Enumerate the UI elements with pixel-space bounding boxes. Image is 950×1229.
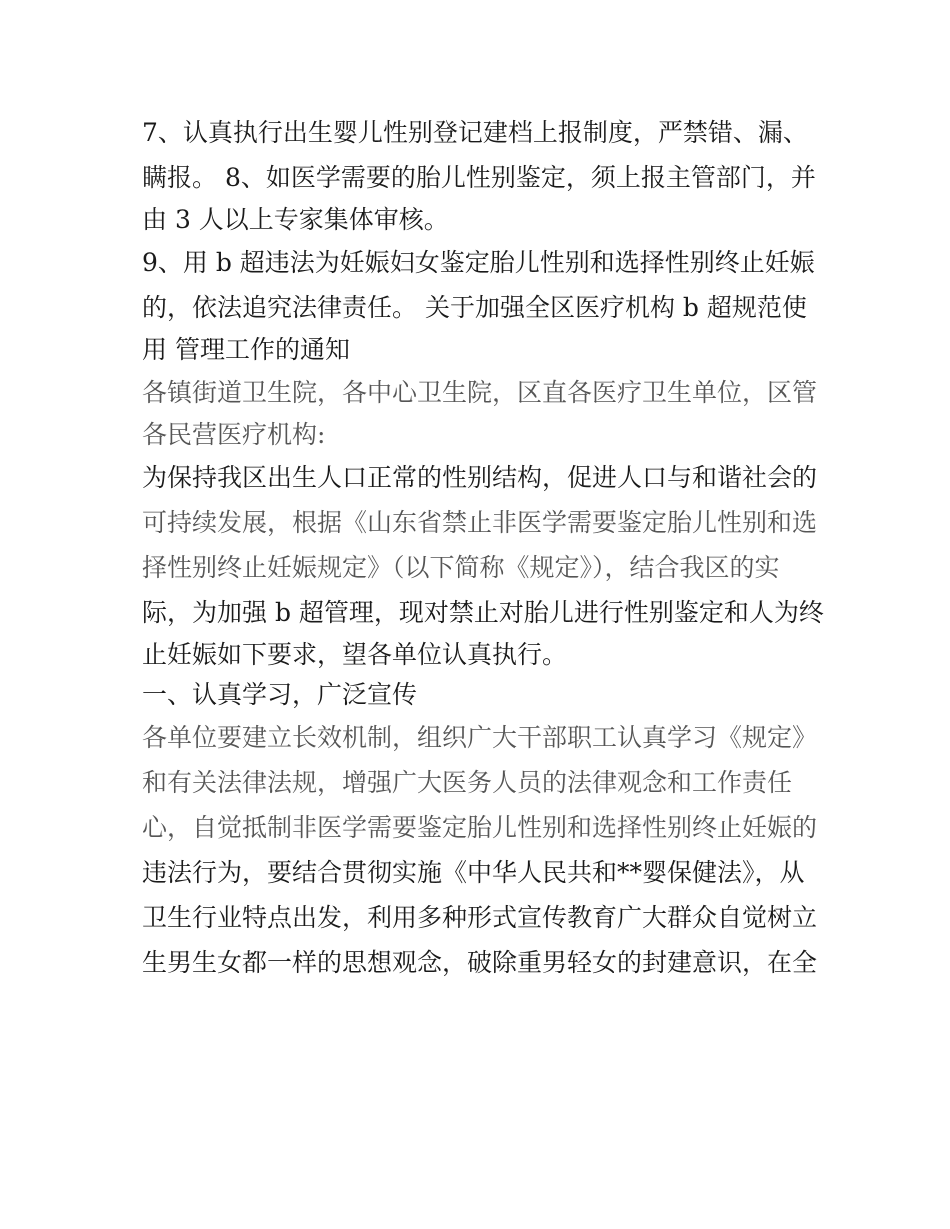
text-line: 和有关法律法规，增强广大医务人员的法律观念和工作责任 <box>142 768 793 797</box>
text-line: 各民营医疗机构: <box>142 420 326 449</box>
text-line: 止妊娠如下要求，望各单位认真执行。 <box>142 640 568 669</box>
text-line: 卫生行业特点出发，利用多种形式宣传教育广大群众自觉树立 <box>142 903 818 932</box>
document-body <box>142 110 822 985</box>
text-line: 可持续发展，根据《山东省禁止非医学需要鉴定胎儿性别和选 <box>142 508 818 537</box>
text-line: 心，自觉抵制非医学需要鉴定胎儿性别和选择性别终止妊娠的 <box>142 813 818 842</box>
text-line: 为保持我区出生人口正常的性别结构，促进人口与和谐社会的 <box>142 463 818 492</box>
text-line: 际，为加强 b 超管理，现对禁止对胎儿进行性别鉴定和人为终 <box>142 598 824 627</box>
text-line: 各单位要建立长效机制，组织广大干部职工认真学习《规定》 <box>142 723 818 752</box>
text-line: 的，依法追究法律责任。 关于加强全区医疗机构 b 超规范使 <box>142 293 807 322</box>
text-line: 各镇街道卫生院，各中心卫生院，区直各医疗卫生单位，区管 <box>142 378 818 407</box>
text-line: 用 管理工作的通知 <box>142 335 350 364</box>
text-line: 生男生女都一样的思想观念，破除重男轻女的封建意识，在全 <box>142 948 818 977</box>
section-heading: 一、认真学习，广泛宣传 <box>142 680 418 709</box>
text-line: 违法行为，要结合贯彻实施《中华人民共和**婴保健法》，从 <box>142 858 805 887</box>
text-line: 由 3 人以上专家集体审核。 <box>142 205 449 234</box>
text-line: 择性别终止妊娠规定》（以下简称《规定》），结合我区的实 <box>142 553 780 582</box>
text-line: 瞒报。 8、如医学需要的胎儿性别鉴定，须上报主管部门，并 <box>142 163 816 192</box>
text-line: 9、用 b 超违法为妊娠妇女鉴定胎儿性别和选择性别终止妊娠 <box>142 248 815 277</box>
text-line: 7、认真执行出生婴儿性别登记建档上报制度，严禁错、漏、 <box>142 118 808 147</box>
